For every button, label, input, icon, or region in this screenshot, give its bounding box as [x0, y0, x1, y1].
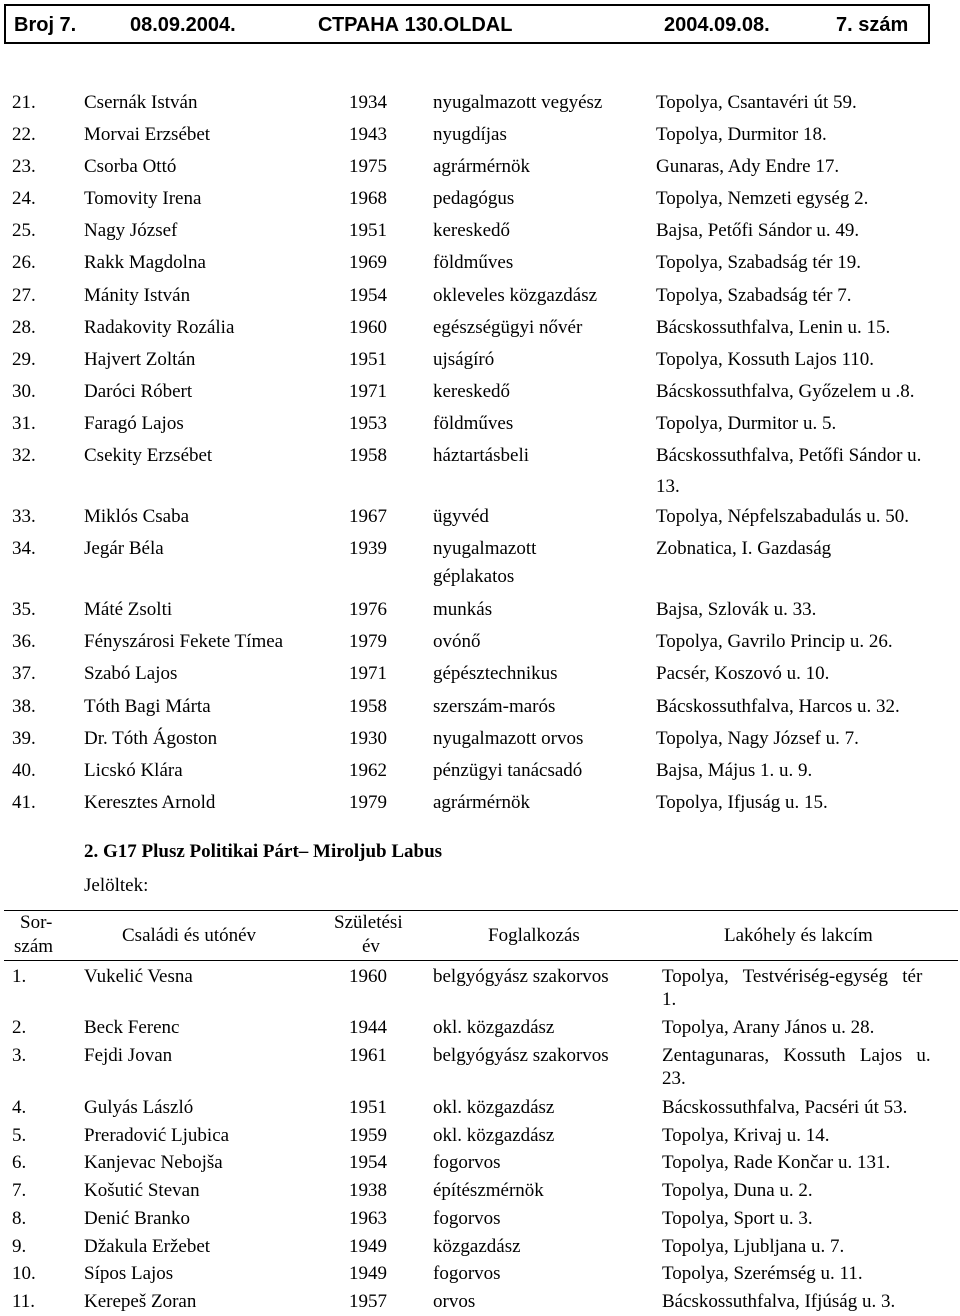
- birth-year: 1967: [349, 506, 387, 527]
- birth-year: 1943: [349, 124, 387, 145]
- address: Topolya, Ljubljana u. 7.: [662, 1236, 845, 1257]
- birth-year: 1951: [349, 220, 387, 241]
- col-no-line2: szám: [14, 936, 54, 957]
- birth-year: 1951: [349, 1097, 387, 1118]
- birth-year: 1958: [349, 696, 387, 717]
- row-number: 7.: [12, 1180, 27, 1201]
- occupation-cont: géplakatos: [433, 566, 515, 587]
- address: Topolya, Nagy József u. 7.: [656, 728, 859, 749]
- row-number: 10.: [12, 1263, 36, 1284]
- row-number: 40.: [12, 760, 36, 781]
- address: Topolya, Szabadság tér 19.: [656, 252, 861, 273]
- candidate-name: Beck Ferenc: [84, 1017, 180, 1038]
- candidate-name: Fejdi Jovan: [84, 1045, 173, 1066]
- candidates-label: Jelöltek:: [84, 875, 149, 896]
- occupation: közgazdász: [433, 1236, 521, 1257]
- occupation: agrármérnök: [433, 792, 531, 813]
- row-number: 28.: [12, 317, 36, 338]
- row-number: 24.: [12, 188, 36, 209]
- candidate-name: Keresztes Arnold: [84, 792, 216, 813]
- birth-year: 1971: [349, 663, 387, 684]
- row-number: 26.: [12, 252, 36, 273]
- occupation: nyugalmazott orvos: [433, 728, 584, 749]
- address: Bácskossuthfalva, Petőfi Sándor u.: [656, 445, 922, 466]
- occupation: pedagógus: [433, 188, 515, 209]
- issue-number: Broj 7.: [14, 14, 77, 36]
- address: Zobnatica, I. Gazdaság: [656, 538, 832, 559]
- candidate-name: Morvai Erzsébet: [84, 124, 211, 145]
- birth-year: 1953: [349, 413, 387, 434]
- birth-year: 1939: [349, 538, 387, 559]
- address: Gunaras, Ady Endre 17.: [656, 156, 840, 177]
- occupation: pénzügyi tanácsadó: [433, 760, 583, 781]
- occupation: okl. közgazdász: [433, 1097, 555, 1118]
- candidate-name: Jegár Béla: [84, 538, 164, 559]
- date-right: 2004.09.08.: [664, 14, 770, 36]
- birth-year: 1959: [349, 1125, 387, 1146]
- col-job: Foglalkozás: [488, 925, 580, 946]
- occupation: ügyvéd: [433, 506, 489, 527]
- row-number: 11.: [12, 1291, 36, 1312]
- birth-year: 1975: [349, 156, 387, 177]
- candidate-name: Gulyás László: [84, 1097, 194, 1118]
- occupation: agrármérnök: [433, 156, 531, 177]
- address: Topolya, Arany János u. 28.: [662, 1017, 875, 1038]
- address: Bácskossuthfalva, Pacséri út 53.: [662, 1097, 908, 1118]
- address: Bácskossuthfalva, Lenin u. 15.: [656, 317, 891, 338]
- address: Topolya, Szerémség u. 11.: [662, 1263, 863, 1284]
- address: Bácskossuthfalva, Ifjúság u. 3.: [662, 1291, 896, 1312]
- occupation: okl. közgazdász: [433, 1125, 555, 1146]
- row-number: 9.: [12, 1236, 27, 1257]
- address: Bajsa, Május 1. u. 9.: [656, 760, 813, 781]
- date-left: 08.09.2004.: [130, 14, 236, 36]
- birth-year: 1979: [349, 631, 387, 652]
- row-number: 38.: [12, 696, 36, 717]
- candidate-name: Fényszárosi Fekete Tímea: [84, 631, 284, 652]
- address: Zentagunaras, Kossuth Lajos u.: [662, 1045, 931, 1066]
- candidate-name: Hajvert Zoltán: [84, 349, 196, 370]
- birth-year: 1949: [349, 1236, 387, 1257]
- address: Pacsér, Koszovó u. 10.: [656, 663, 830, 684]
- row-number: 35.: [12, 599, 36, 620]
- row-number: 31.: [12, 413, 36, 434]
- row-number: 2.: [12, 1017, 27, 1038]
- candidate-name: Faragó Lajos: [84, 413, 184, 434]
- birth-year: 1962: [349, 760, 387, 781]
- candidate-name: Denić Branko: [84, 1208, 191, 1229]
- occupation: földműves: [433, 413, 514, 434]
- occupation: háztartásbeli: [433, 445, 530, 466]
- candidate-name: Csekity Erzsébet: [84, 445, 213, 466]
- occupation: okl. közgazdász: [433, 1017, 555, 1038]
- row-number: 3.: [12, 1045, 27, 1066]
- birth-year: 1930: [349, 728, 387, 749]
- occupation: ujságíró: [433, 349, 495, 370]
- address: Bácskossuthfalva, Harcos u. 32.: [656, 696, 900, 717]
- address: Topolya, Gavrilo Princip u. 26.: [656, 631, 893, 652]
- party-title: 2. G17 Plusz Politikai Párt– Miroljub Labus: [84, 841, 443, 862]
- occupation: kereskedő: [433, 220, 511, 241]
- birth-year: 1938: [349, 1180, 387, 1201]
- header-rule-bottom: [4, 960, 958, 961]
- row-number: 22.: [12, 124, 36, 145]
- address: Bajsa, Petőfi Sándor u. 49.: [656, 220, 860, 241]
- row-number: 36.: [12, 631, 36, 652]
- birth-year: 1944: [349, 1017, 387, 1038]
- row-number: 1.: [12, 966, 27, 987]
- col-year-line2: év: [362, 936, 380, 957]
- occupation: nyugalmazott vegyész: [433, 92, 603, 113]
- candidate-name: Nagy József: [84, 220, 178, 241]
- occupation: belgyógyász szakorvos: [433, 1045, 609, 1066]
- candidate-name: Košutić Stevan: [84, 1180, 200, 1201]
- candidate-name: Szabó Lajos: [84, 663, 178, 684]
- page-number: СТРАНА 130.OLDAL: [318, 14, 513, 36]
- occupation: szerszám-marós: [433, 696, 556, 717]
- occupation: építészmérnök: [433, 1180, 544, 1201]
- row-number: 39.: [12, 728, 36, 749]
- row-number: 5.: [12, 1125, 27, 1146]
- birth-year: 1954: [349, 1152, 387, 1173]
- occupation: belgyógyász szakorvos: [433, 966, 609, 987]
- address: Topolya, Rade Končar u. 131.: [662, 1152, 891, 1173]
- occupation: fogorvos: [433, 1208, 501, 1229]
- candidate-name: Csernák István: [84, 92, 198, 113]
- col-year-line1: Születési: [334, 912, 403, 933]
- candidate-name: Rakk Magdolna: [84, 252, 206, 273]
- address-cont: 13.: [656, 476, 680, 497]
- candidate-name: Daróci Róbert: [84, 381, 193, 402]
- address: Topolya, Testvériség-egység tér: [662, 966, 923, 987]
- birth-year: 1968: [349, 188, 387, 209]
- birth-year: 1969: [349, 252, 387, 273]
- occupation: fogorvos: [433, 1152, 501, 1173]
- address: Bácskossuthfalva, Győzelem u .8.: [656, 381, 915, 402]
- candidate-name: Kerepeš Zoran: [84, 1291, 197, 1312]
- row-number: 27.: [12, 285, 36, 306]
- occupation: gépésztechnikus: [433, 663, 558, 684]
- occupation: orvos: [433, 1291, 476, 1312]
- occupation: egészségügyi nővér: [433, 317, 583, 338]
- issue-number-hu: 7. szám: [836, 14, 909, 36]
- candidate-name: Csorba Ottó: [84, 156, 177, 177]
- address: Topolya, Durmitor u. 5.: [656, 413, 837, 434]
- row-number: 34.: [12, 538, 36, 559]
- page-header: [4, 4, 930, 44]
- address: Topolya, Sport u. 3.: [662, 1208, 813, 1229]
- birth-year: 1963: [349, 1208, 387, 1229]
- col-no-line1: Sor-: [20, 912, 53, 933]
- occupation: földműves: [433, 252, 514, 273]
- address: Topolya, Krivaj u. 14.: [662, 1125, 830, 1146]
- address-cont: 1.: [662, 989, 677, 1010]
- birth-year: 1934: [349, 92, 387, 113]
- candidate-name: Licskó Klára: [84, 760, 183, 781]
- candidate-name: Máté Zsolti: [84, 599, 173, 620]
- candidate-name: Džakula Eržebet: [84, 1236, 211, 1257]
- row-number: 6.: [12, 1152, 27, 1173]
- row-number: 32.: [12, 445, 36, 466]
- col-address: Lakóhely és lakcím: [724, 925, 873, 946]
- address: Topolya, Csantavéri út 59.: [656, 92, 857, 113]
- birth-year: 1954: [349, 285, 387, 306]
- birth-year: 1951: [349, 349, 387, 370]
- candidate-name: Tomovity Irena: [84, 188, 202, 209]
- candidate-name: Dr. Tóth Ágoston: [84, 728, 218, 749]
- header-rule-top: [4, 910, 958, 911]
- birth-year: 1960: [349, 966, 387, 987]
- address: Topolya, Szabadság tér 7.: [656, 285, 852, 306]
- birth-year: 1957: [349, 1291, 387, 1312]
- row-number: 33.: [12, 506, 36, 527]
- address-cont: 23.: [662, 1068, 686, 1089]
- address: Topolya, Ifjuság u. 15.: [656, 792, 828, 813]
- occupation: okleveles közgazdász: [433, 285, 598, 306]
- birth-year: 1960: [349, 317, 387, 338]
- occupation: nyugalmazott: [433, 538, 537, 559]
- address: Topolya, Durmitor 18.: [656, 124, 827, 145]
- address: Topolya, Kossuth Lajos 110.: [656, 349, 875, 370]
- occupation: munkás: [433, 599, 493, 620]
- candidate-name: Sípos Lajos: [84, 1263, 174, 1284]
- row-number: 37.: [12, 663, 36, 684]
- candidate-name: Vukelić Vesna: [84, 966, 193, 987]
- address: Topolya, Népfelszabadulás u. 50.: [656, 506, 909, 527]
- row-number: 21.: [12, 92, 36, 113]
- candidate-name: Mánity István: [84, 285, 191, 306]
- row-number: 25.: [12, 220, 36, 241]
- address: Topolya, Duna u. 2.: [662, 1180, 813, 1201]
- row-number: 29.: [12, 349, 36, 370]
- address: Topolya, Nemzeti egység 2.: [656, 188, 869, 209]
- row-number: 8.: [12, 1208, 27, 1229]
- row-number: 41.: [12, 792, 36, 813]
- birth-year: 1976: [349, 599, 387, 620]
- candidate-name: Radakovity Rozália: [84, 317, 235, 338]
- row-number: 23.: [12, 156, 36, 177]
- candidate-name: Miklós Csaba: [84, 506, 190, 527]
- candidate-name: Tóth Bagi Márta: [84, 696, 211, 717]
- row-number: 30.: [12, 381, 36, 402]
- birth-year: 1979: [349, 792, 387, 813]
- occupation: ovónő: [433, 631, 481, 652]
- birth-year: 1971: [349, 381, 387, 402]
- candidate-name: Kanjevac Nebojša: [84, 1152, 223, 1173]
- occupation: kereskedő: [433, 381, 511, 402]
- address: Bajsa, Szlovák u. 33.: [656, 599, 817, 620]
- birth-year: 1958: [349, 445, 387, 466]
- occupation: nyugdíjas: [433, 124, 507, 145]
- birth-year: 1949: [349, 1263, 387, 1284]
- birth-year: 1961: [349, 1045, 387, 1066]
- occupation: fogorvos: [433, 1263, 501, 1284]
- candidate-name: Preradović Ljubica: [84, 1125, 230, 1146]
- col-name: Családi és utónév: [122, 925, 257, 946]
- row-number: 4.: [12, 1097, 27, 1118]
